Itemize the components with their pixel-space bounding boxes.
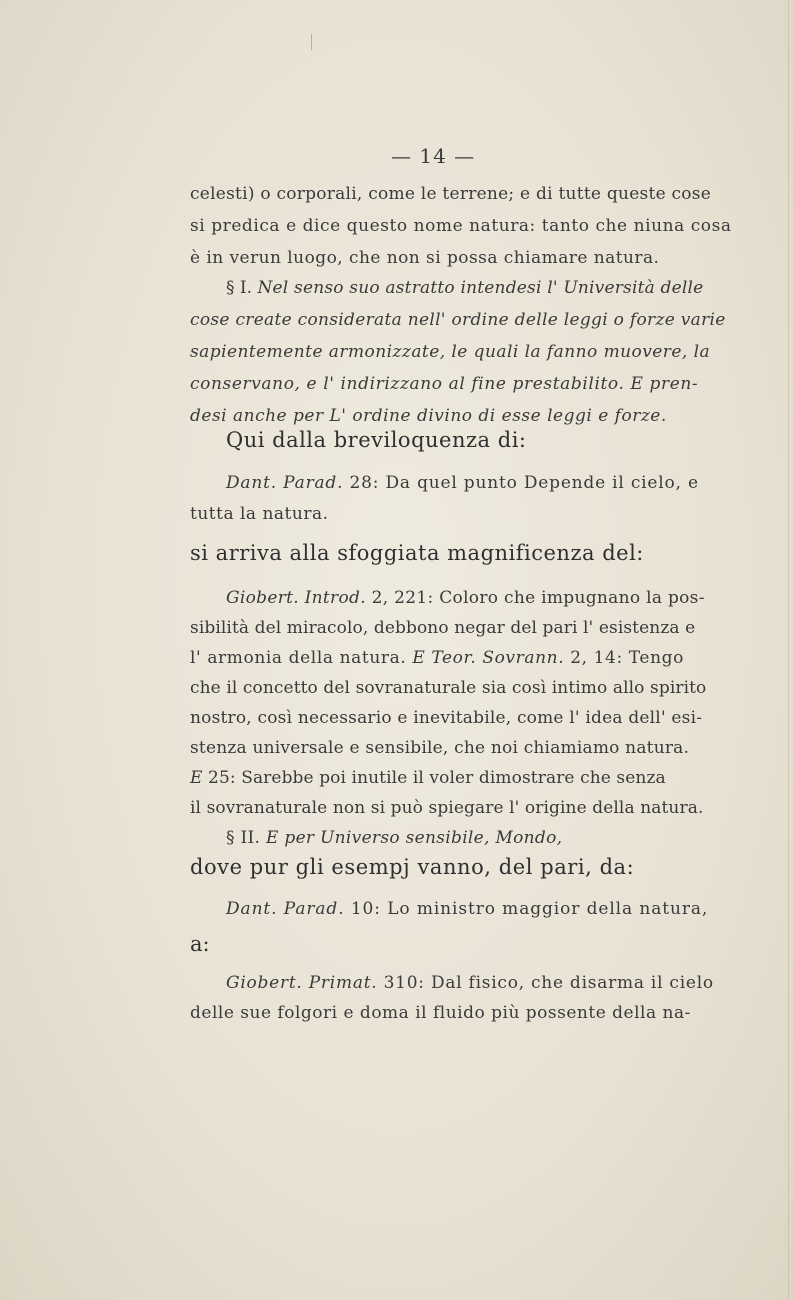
section-text-line: conservano, e l' indirizzano al fine prestabilito. E pren- [190,374,699,394]
quote-line: sibilità del miracolo, debbono negar del pari l' esistenza e [190,618,696,638]
quote-line [226,973,714,993]
citation-text: 10: Lo ministro maggior della natura, [350,899,709,919]
quote-line [226,473,699,493]
citation-text: 28: Da quel punto Depende il cielo, e [349,473,699,493]
citation-text: 25: Sarebbe poi inutile il voler dimostrare che senza [208,768,666,788]
heading: a: [190,932,210,956]
section-text-line: sapientemente armonizzate, le quali la fanno muovere, la [190,342,711,362]
text-line: celesti) o corporali, come le terrene; e di tutte queste cose [190,184,712,204]
citation-ref: Dant. Parad. [226,899,345,919]
text-line: si predica e dice questo nome natura: tanto che niuna cosa [190,216,732,236]
citation-text: l' armonia della natura. [190,648,407,668]
quote-line [190,768,666,788]
section-sign: § I. [226,278,253,298]
citation-ref: Giobert. Primat. [226,973,378,993]
quote-line [226,899,708,919]
quote-line: tutta la natura. [190,504,329,524]
citation-text: 2, 221: Coloro che impugnano la pos- [371,588,705,608]
quote-line: il sovranaturale non si può spiegare l' origine della natura. [190,798,704,818]
page-edge [788,0,789,1300]
section-text-line: cose create considerata nell' ordine delle leggi o forze varie [190,310,726,330]
quote-line: che il concetto del sovranaturale sia così intimo allo spirito [190,678,707,698]
page-mark [311,34,312,50]
section-sign: § II. [226,828,261,848]
quote-line: delle sue folgori e doma il fluido più possente della na- [190,1003,691,1023]
quote-line: stenza universale e sensibile, che noi chiamiamo natura. [190,738,690,758]
section-line [226,278,703,298]
page-number: — 14 — [391,144,476,168]
citation-ref: Giobert. Introd. [226,588,366,608]
heading: dove pur gli esempj vanno, del pari, da: [190,855,635,879]
quote-line: nostro, così necessario e inevitabile, come l' idea dell' esi- [190,708,703,728]
citation-text: 2, 14: Tengo [570,648,684,668]
quote-line [226,588,705,608]
citation-ref: E [190,768,203,788]
citation-text: 310: Dal fisico, che disarma il cielo [383,973,714,993]
text-line: è in verun luogo, che non si possa chiamare natura. [190,248,660,268]
section-text: E per Universo sensibile, Mondo, [265,828,563,848]
section-text: Nel senso suo astratto intendesi l' Università delle [257,278,704,298]
citation-ref: E Teor. Sovrann. [412,648,565,668]
section-line [226,828,562,848]
heading: si arriva alla sfoggiata magnificenza del: [190,541,644,565]
quote-line [190,648,684,668]
heading: Qui dalla breviloquenza di: [226,428,527,452]
citation-ref: Dant. Parad. [226,473,344,493]
section-text-line: desi anche per L' ordine divino di esse leggi e forze. [190,406,667,426]
